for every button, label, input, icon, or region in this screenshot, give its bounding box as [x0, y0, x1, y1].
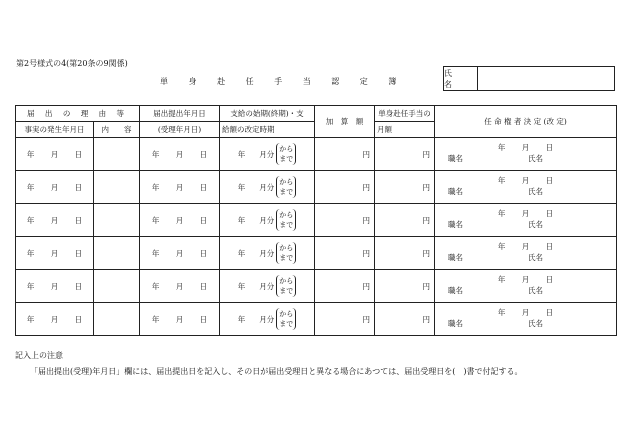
payment-period-cell[interactable]: 年 月分 から まで — [220, 138, 315, 171]
occurrence-date-cell[interactable]: 年 月 日 — [16, 270, 94, 303]
content-cell[interactable] — [94, 237, 140, 270]
post-label: 職名 — [448, 220, 464, 229]
person-name-label: 氏名 — [528, 286, 544, 295]
col-header-monthly-allowance: 単身赴任手当の — [375, 106, 435, 122]
table-row — [16, 204, 617, 237]
notes-title: 記入上の注意 — [15, 351, 63, 360]
col-header-monthly-amount: 月額 — [375, 122, 435, 138]
from-to-brace: から まで — [276, 308, 296, 330]
person-name-label: 氏名 — [528, 220, 544, 229]
col-header-occurrence-date: 事実の発生年月日 — [16, 122, 94, 138]
post-label: 職名 — [448, 253, 464, 262]
addition-amount-cell[interactable]: 円 — [315, 171, 375, 204]
page-title: 単 身 赴 任 手 当 認 定 簿 — [160, 77, 406, 86]
col-header-submission-date: 届出提出年月日 — [140, 106, 220, 122]
submission-date-cell[interactable]: 年 月 日 — [140, 204, 220, 237]
occurrence-date-cell[interactable]: 年 月 日 — [16, 171, 94, 204]
table-row — [16, 138, 617, 171]
content-cell[interactable] — [94, 171, 140, 204]
from-to-brace: から まで — [276, 275, 296, 297]
decision-cell[interactable] — [435, 204, 617, 237]
decision-cell[interactable] — [435, 237, 617, 270]
payment-period-cell[interactable]: 年 月分 から まで — [220, 237, 315, 270]
occurrence-date-cell[interactable]: 年 月 日 — [16, 138, 94, 171]
form-number: 第2号様式の4(第20条の9関係) — [16, 59, 128, 68]
decision-date: 年 月 日 — [497, 308, 554, 317]
decision-date: 年 月 日 — [497, 143, 554, 152]
table-row — [16, 270, 617, 303]
decision-cell[interactable] — [435, 171, 617, 204]
from-to-brace: から まで — [276, 209, 296, 231]
col-header-content: 内 容 — [94, 122, 140, 138]
monthly-amount-cell[interactable]: 円 — [375, 204, 435, 237]
decision-date: 年 月 日 — [497, 275, 554, 284]
col-header-revision-timing: 給額の改定時期 — [220, 122, 315, 138]
monthly-amount-cell[interactable]: 円 — [375, 171, 435, 204]
post-label: 職名 — [448, 187, 464, 196]
content-cell[interactable] — [94, 204, 140, 237]
certification-table — [15, 105, 617, 336]
post-label: 職名 — [448, 319, 464, 328]
table-row — [16, 303, 617, 336]
addition-amount-cell[interactable]: 円 — [315, 138, 375, 171]
header-row-1 — [16, 106, 617, 122]
submission-date-cell[interactable]: 年 月 日 — [140, 171, 220, 204]
occurrence-date-cell[interactable]: 年 月 日 — [16, 303, 94, 336]
submission-date-cell[interactable]: 年 月 日 — [140, 270, 220, 303]
content-cell[interactable] — [94, 270, 140, 303]
addition-amount-cell[interactable]: 円 — [315, 237, 375, 270]
table-row — [16, 237, 617, 270]
col-header-addition: 加 算 額 — [315, 106, 375, 138]
monthly-amount-cell[interactable]: 円 — [375, 237, 435, 270]
addition-amount-cell[interactable]: 円 — [315, 270, 375, 303]
name-field[interactable] — [478, 67, 614, 90]
notes-body: 「届出提出(受理)年月日」欄には、届出提出日を記入し、その日が届出受理日と異なる場合にあつては、届出受理日を( )書で付記する。 — [30, 367, 523, 376]
payment-period-cell[interactable]: 年 月分 から まで — [220, 303, 315, 336]
payment-period-cell[interactable]: 年 月分 から まで — [220, 204, 315, 237]
submission-date-cell[interactable]: 年 月 日 — [140, 138, 220, 171]
person-name-label: 氏名 — [528, 154, 544, 163]
decision-date: 年 月 日 — [497, 209, 554, 218]
col-header-receipt-date: (受理年月日) — [140, 122, 220, 138]
decision-cell[interactable] — [435, 138, 617, 171]
payment-period-cell[interactable]: 年 月分 から まで — [220, 270, 315, 303]
submission-date-cell[interactable]: 年 月 日 — [140, 303, 220, 336]
col-header-payment-period: 支給の始期(終期)・支 — [220, 106, 315, 122]
person-name-label: 氏名 — [528, 187, 544, 196]
monthly-amount-cell[interactable]: 円 — [375, 270, 435, 303]
decision-cell[interactable] — [435, 303, 617, 336]
submission-date-cell[interactable]: 年 月 日 — [140, 237, 220, 270]
payment-period-cell[interactable]: 年 月分 から まで — [220, 171, 315, 204]
occurrence-date-cell[interactable]: 年 月 日 — [16, 237, 94, 270]
occurrence-date-cell[interactable]: 年 月 日 — [16, 204, 94, 237]
content-cell[interactable] — [94, 303, 140, 336]
col-header-reason: 届 出 の 理 由 等 — [16, 106, 140, 122]
decision-date: 年 月 日 — [497, 242, 554, 251]
decision-date: 年 月 日 — [497, 176, 554, 185]
addition-amount-cell[interactable]: 円 — [315, 204, 375, 237]
post-label: 職名 — [448, 286, 464, 295]
monthly-amount-cell[interactable]: 円 — [375, 303, 435, 336]
from-to-brace: から まで — [276, 143, 296, 165]
addition-amount-cell[interactable]: 円 — [315, 303, 375, 336]
content-cell[interactable] — [94, 138, 140, 171]
post-label: 職名 — [448, 154, 464, 163]
name-box — [443, 66, 615, 91]
name-label: 氏 名 — [444, 67, 478, 90]
from-to-brace: から まで — [276, 176, 296, 198]
monthly-amount-cell[interactable]: 円 — [375, 138, 435, 171]
person-name-label: 氏名 — [528, 253, 544, 262]
person-name-label: 氏名 — [528, 319, 544, 328]
decision-cell[interactable] — [435, 270, 617, 303]
from-to-brace: から まで — [276, 242, 296, 264]
table-row — [16, 171, 617, 204]
col-header-decision: 任 命 権 者 決 定 (改 定) — [435, 106, 617, 138]
